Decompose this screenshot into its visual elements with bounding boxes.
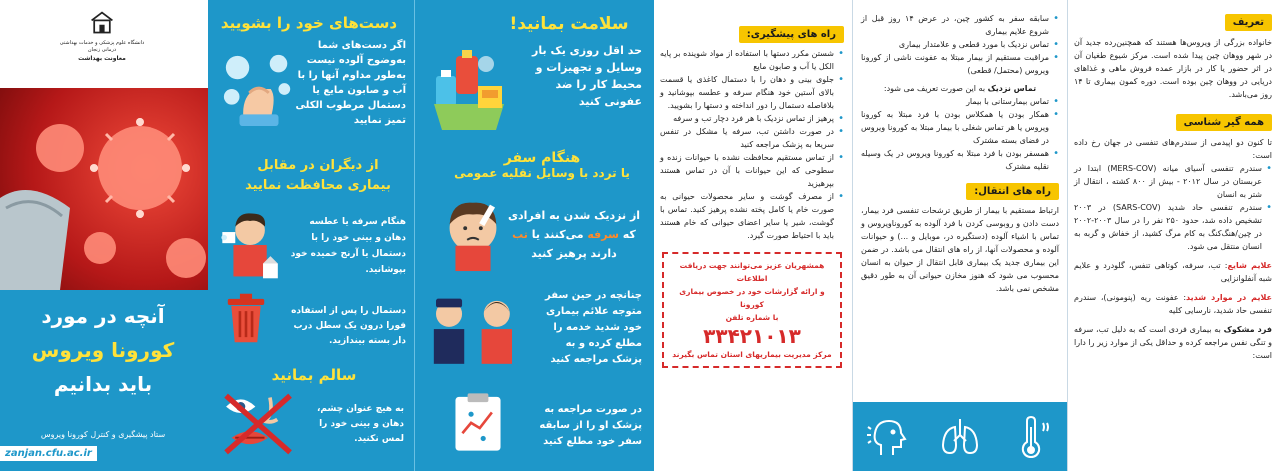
symptoms-label: علایم شایع [1227,261,1272,270]
crew-notify-text: چنانچه در حین سفر متوجه علائم بیماری خود شدید خدمه را مطلع کرده و به پزشک مراجعه کنید [545,290,642,365]
panel-definition [1068,0,1280,471]
university-emblem-icon [89,10,115,36]
hotline-line4: مرکز مدیریت بیماریهای استان تماس بگیرند [672,350,832,359]
thermometer-icon [1009,415,1053,459]
list-item: • سابقه سفر به کشور چین، در عرض ۱۴ روز قبل از شروع علایم بیماری [861,12,1059,38]
cover-title-line3: باید بدانیم [53,372,153,396]
logo-line1: دانشگاه علوم پزشکی و خدمات بهداشتی درمانی زنجان [59,40,145,53]
lungs-icon [938,415,982,459]
suspect-criteria-list [861,12,1059,77]
cover-cough-text: هنگام سرفه یا عطسه دهان و بینی خود را با دستمال یا آرنج خمیده خود بپوشانید. [290,217,406,275]
disinfect-text: حد اقل روزی یک بار وسایل و تجهیزات و محیط کار را ضد عفونی کنید [532,44,642,108]
list-item: • تماس نزدیک با مورد قطعی و علامتدار بیماری [861,38,1059,51]
heading-travel-line1: هنگام سفر [503,150,581,166]
contact-definition [861,82,1059,95]
list-item: • همکار بودن یا همکلاس بودن با فرد مبتلا به کورونا ویروس یا هر تماس شغلی با بیمار مبتلا به کورونا ویروس در فضای بسته مشترک [861,108,1059,147]
heading-epidemiology: همه گیر شناسی [1176,114,1272,131]
hotline-phone[interactable]: ۳۳۴۲۱۰۱۳ [703,324,801,348]
avoid-fever-word: تب [512,228,528,241]
severe-value: : عفونت ریه (پنومونی)، سندرم تنفسی حاد شدید، نارسایی کلیه [1074,293,1272,315]
logo-block [54,10,150,63]
epidemiology-list [1074,162,1272,253]
heading-prevention: راه های پیشگیری: [739,26,844,43]
transmission-text: ارتباط مستقیم با بیمار از طریق ترشحات تنفسی فرد بیمار، دست دادن و روبوسی کردن با فرد آلوده به کوروناویروس و تماس با اشیاء آلوده (دستگیره در، موبایل و ...) و حیوانات آلوده و محصولات آنها، از راه های انتقال می باشد. در ضمن این بیماری جدید یک بیماری قابل انتقال از حیوان به انسان محسوب می شود که هنوز مخازن حیوانی آن به طور دقیق مشخص نمی باشد. [861,206,1059,293]
avoid-sick-text [504,206,644,263]
flight-crew-icon [424,290,524,366]
no-face-touch-icon [222,392,296,456]
panel-hygiene [208,0,414,471]
symptoms-value: : تب، سرفه، کوتاهی تنفس، گلودرد و علایم شبه آنفلوانزایی [1074,261,1272,283]
cleaning-supplies-icon [426,46,516,136]
severe-text [1074,291,1272,317]
list-item: • تماس بیمارستانی با بیمار [861,95,1059,108]
list-item: • از مصرف گوشت و سایر محصولات حیوانی به صورت خام یا کامل پخته نشده پرهیز کنید. تماس با گوشت، شیر یا سایر اعضای حیوانی که خام هستند باید با احتیاط صورت گیرد. [660,190,844,242]
suspect-value: به بیماری فردی است که به دلیل تب، سرفه و تنگی نفس مراجعه کرده و حداقل یکی از موارد زیر را دارا است: [1074,325,1272,360]
list-item: • سندرم تنفسی آسیای میانه (MERS-COV) ابتدا در عربستان در سال ۲۰۱۲ - بیش از ۸۰۰ کشته ، انتقال از شتر به انسان [1074,162,1272,201]
list-item: • مراقبت مستقیم از بیمار مبتلا به عفونت ناشی از کورونا ویروس (محتمل/ قطعی) [861,51,1059,77]
hotline-line2: و ارائه گزارشات خود در خصوص بیماری کورونا [679,287,825,309]
list-item: • همسفر بودن با فرد مبتلا به کورونا ویروس در یک وسیله نقلیه مشترک [861,147,1059,173]
heading-definition: تعریف [1225,14,1272,31]
cover-subtitle: ستاد پیشگیری و کنترل کورونا ویروس [40,430,166,439]
definition-text: خانواده بزرگی از ویروس‌ها هستند که همچنین‌رده جدید آن در شهر ووهان چین پیدا شده است. مرکز شیوع طغیان آن در اثر حضور یا کار در بازار عمده فروش ماهی و غذاهای دریایی در ووهان چین بوده است. دوره کمون بیماری تا ۱۴ روز می‌باشد. [1074,38,1272,99]
list-item: • سندرم تنفسی حاد شدید (SARS-COV) در ۲۰۰۳ تشخیص داده شد، حدود ۲۵۰ نفر را در سال ۲۰۰۳-۲۰۰۲ در چین/هنگ‌کنگ به کام مرگ کشید، از خفاش و گربه به انسان منتقل می شود. [1074,201,1272,253]
hand-washing-icon [220,50,298,128]
cover-title-block [0,290,208,471]
list-item: • پرهیز از تماس نزدیک با هر فرد دچار تب و سرفه [660,112,844,125]
heading-protect-others: از دیگران در مقابل بیماری محافظت نمایید [245,158,391,193]
avoid-line-f: دارند پرهیز کنید [531,247,617,260]
divider [414,0,415,471]
hotline-line3: با شماره تلفن [725,313,779,322]
logo-line2: معاونت بهداشت [78,55,126,62]
contact-list [861,95,1059,173]
avoid-cough-word: سرفه [587,228,619,241]
divider [852,0,853,471]
dispose-tissue-text: دستمال را پس از استفاده فورا درون یک سطل درب دار بسته بیندازید. [291,306,406,346]
avoid-line-d: می‌کنند یا [531,228,584,241]
contact-label: تماس نزدیک [987,84,1037,93]
wash-hands-text: اگر دست‌های شما به‌وضوح آلوده نیست به‌طور مداوم آنها را با آب و صابون مایع یا دستمال مرطوب الکلی تمیز نمایید [295,40,406,126]
prevention-list [660,47,844,242]
avoid-line-b: که [622,228,636,241]
panel-cover [0,0,208,471]
hotline-line1: همشهریان عزیز می‌توانند جهت دریافت اطلاعات [679,261,825,283]
heading-wash-hands: دست‌های خود را بشویید [220,14,398,32]
heading-stay-well: سالم بمانید [271,366,357,384]
cover-title-line1: آنچه در مورد [41,304,165,328]
divider [1067,0,1068,471]
virus-banner [0,88,208,290]
suspect-text [1074,323,1272,362]
cover-title-line2: کورونا ویروس [31,338,175,362]
trash-can-icon [224,292,268,344]
watermark[interactable]: zanjan.cfu.ac.ir [0,446,97,461]
hotline-box [662,252,842,368]
heading-stay-healthy: سلامت بمانید! [509,14,629,34]
sneezing-person-icon [218,208,284,282]
panel-travel [414,0,654,471]
symptom-icons-strip [853,402,1067,471]
severe-label: علایم در موارد شدید [1186,293,1273,302]
list-item: • در صورت داشتن تب، سرفه یا مشکل در تنفس سریعا به پزشک مراجعه کنید [660,125,844,151]
doctor-inform-text: در صورت مراجعه به پزشک او را از سابقه سفر خود مطلع کنید [539,404,642,447]
virus-illustration [0,88,208,290]
list-item: • از تماس مستقیم محافظت نشده با حیوانات زنده و سطوحی که این حیوانات با آن در تماس هستند بپرهیزید [660,151,844,190]
clipboard-icon [452,390,504,454]
epidemiology-intro: تا کنون دو اپیدمی از سندرم‌های تنفسی در جهان رخ داده است: [1074,138,1272,160]
heading-travel-line2: یا تردد با وسایل نقلیه عمومی [454,166,630,180]
heading-travel [442,150,642,180]
contact-value: به این صورت تعریف می شود: [883,84,986,93]
no-touch-face-text: به هیچ عنوان چشم، دهان و بینی خود را لمس نکنید. [317,404,404,444]
suspect-label: فرد مشکوک [1223,325,1273,334]
list-item: • شستن مکرر دستها با استفاده از مواد شوینده بر پایه الکل یا آب و صابون مایع [660,47,844,73]
heading-transmission: راه های انتقال: [966,183,1059,200]
sick-person-icon [434,195,512,273]
list-item: • جلوی بینی و دهان را با دستمال کاغذی یا قسمت بالای آستین خود هنگام سرفه و عطسه بپوشانید و بلافاصله دستمال را دور انداخته و دستها را بشویید. [660,73,844,112]
cough-head-icon [867,415,911,459]
symptoms-text [1074,259,1272,285]
panel-transmission [853,0,1067,471]
panel-prevention [654,0,852,471]
avoid-line-a: از نزدیک شدن به افرادی [507,209,641,222]
